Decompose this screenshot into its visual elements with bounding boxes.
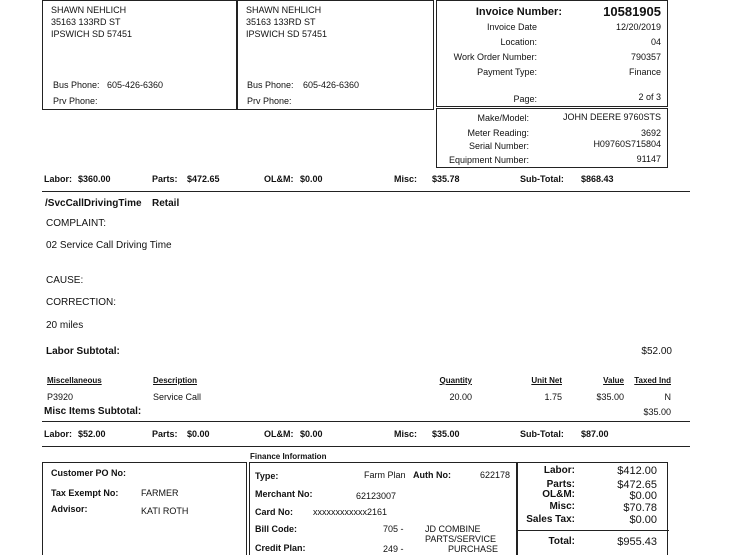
sum-total: $955.43	[617, 536, 657, 548]
totals-top-parts: $472.65	[187, 174, 220, 184]
bill-to-street: 35163 133RD ST	[51, 17, 121, 27]
meter-reading-label: Meter Reading:	[467, 128, 529, 138]
merchant-no-value: 62123007	[356, 491, 397, 501]
totals-top-parts-label: Parts:	[152, 174, 178, 184]
correction-text: 20 miles	[46, 320, 84, 331]
totals-top-misc: $35.78	[432, 174, 460, 184]
divider	[518, 530, 669, 531]
correction-label: CORRECTION:	[46, 297, 116, 308]
totals-top-misc-label: Misc:	[394, 174, 418, 184]
advisor-value: KATI ROTH	[141, 506, 189, 516]
sum-tax-label: Sales Tax:	[526, 514, 575, 525]
col-description: Description	[153, 376, 198, 385]
ship-to-street: 35163 133RD ST	[246, 17, 316, 27]
misc-subtotal-value: $35.00	[643, 407, 671, 417]
totals-top-labor: $360.00	[78, 174, 111, 184]
labor-subtotal-label: Labor Subtotal:	[46, 346, 120, 357]
sum-parts-label: Parts:	[546, 479, 575, 490]
tax-exempt-value: FARMER	[141, 488, 179, 498]
finance-box	[249, 462, 517, 555]
bill-to-name: SHAWN NEHLICH	[51, 5, 127, 15]
divider	[42, 421, 690, 422]
seg-olm: $0.00	[300, 429, 323, 439]
serial-number-value: H09760S715804	[593, 139, 661, 149]
seg-subtotal-label: Sub-Total:	[520, 429, 564, 439]
invoice-date-label: Invoice Date	[486, 22, 537, 32]
divider	[42, 191, 690, 192]
page-label: Page:	[513, 94, 537, 104]
serial-number-label: Serial Number:	[468, 141, 529, 151]
card-no-label: Card No:	[255, 507, 293, 517]
finance-title: Finance Information	[250, 452, 327, 461]
equipment-box	[436, 108, 668, 168]
col-miscellaneous: Miscellaneous	[47, 376, 102, 385]
sum-misc-label: Misc:	[549, 501, 575, 512]
bill-code-desc-2: PARTS/SERVICE	[425, 534, 497, 544]
merchant-no-label: Merchant No:	[255, 489, 313, 499]
totals-top-olm-label: OL&M:	[264, 174, 294, 184]
page-value: 2 of 3	[638, 92, 661, 102]
finance-type-label: Type:	[255, 471, 279, 481]
location-value: 04	[650, 37, 661, 47]
seg-misc: $35.00	[432, 429, 460, 439]
segment-title: /SvcCallDrivingTime	[45, 198, 142, 209]
invoice-number: 10581905	[603, 4, 661, 19]
credit-plan-label: Credit Plan:	[255, 543, 306, 553]
row-desc: Service Call	[153, 392, 202, 402]
customer-po-label: Customer PO No:	[51, 468, 127, 478]
invoice-number-label: Invoice Number:	[475, 6, 562, 18]
seg-subtotal: $87.00	[581, 429, 609, 439]
sum-labor: $412.00	[617, 465, 657, 477]
sum-total-label: Total:	[548, 536, 575, 547]
bill-to-bus-phone: 605-426-6360	[107, 80, 164, 90]
seg-labor-label: Labor:	[44, 429, 72, 439]
totals-segment-row	[0, 429, 740, 443]
bill-code-value: 705 -	[383, 524, 404, 534]
advisor-label: Advisor:	[51, 504, 88, 514]
seg-olm-label: OL&M:	[264, 429, 294, 439]
row-value: $35.00	[596, 392, 624, 402]
auth-no-value: 622178	[480, 470, 511, 480]
invoice-date: 12/20/2019	[615, 22, 661, 32]
col-taxed-ind: Taxed Ind	[634, 376, 671, 385]
sum-tax: $0.00	[629, 514, 657, 526]
ship-to-bus-phone: 605-426-6360	[303, 80, 360, 90]
totals-top-olm: $0.00	[300, 174, 323, 184]
row-taxed: N	[664, 392, 671, 402]
location-label: Location:	[500, 37, 537, 47]
tax-exempt-label: Tax Exempt No:	[51, 488, 119, 498]
col-value: Value	[603, 376, 624, 385]
bill-to-prv-phone-label: Prv Phone:	[53, 96, 98, 106]
labor-subtotal-value: $52.00	[641, 346, 672, 357]
sum-parts: $472.65	[617, 479, 657, 491]
seg-labor: $52.00	[78, 429, 106, 439]
totals-top-subtotal-label: Sub-Total:	[520, 174, 564, 184]
row-misc: P3920	[47, 392, 74, 402]
ship-to-prv-phone-label: Prv Phone:	[247, 96, 292, 106]
cause-label: CAUSE:	[46, 275, 84, 286]
ship-to-bus-phone-label: Bus Phone:	[247, 80, 294, 90]
totals-top-subtotal: $868.43	[581, 174, 614, 184]
complaint-label: COMPLAINT:	[46, 218, 107, 229]
sum-labor-label: Labor:	[543, 465, 575, 476]
col-unit-net: Unit Net	[531, 376, 562, 385]
bill-code-label: Bill Code:	[255, 524, 297, 534]
summary-box	[517, 462, 668, 555]
auth-no-label: Auth No:	[413, 470, 451, 480]
credit-plan-desc: PURCHASE	[448, 544, 499, 554]
seg-misc-label: Misc:	[394, 429, 418, 439]
sum-misc: $70.78	[623, 502, 657, 514]
row-qty: 20.00	[449, 392, 472, 402]
table-row	[0, 392, 740, 404]
make-model-label: Make/Model:	[477, 113, 529, 123]
sum-olm: $0.00	[629, 490, 657, 502]
ship-to-name: SHAWN NEHLICH	[246, 5, 322, 15]
work-order-label: Work Order Number:	[453, 52, 537, 62]
seg-parts-label: Parts:	[152, 429, 178, 439]
bill-to-box	[42, 0, 237, 110]
sum-olm-label: OL&M:	[542, 489, 575, 500]
col-quantity: Quantity	[439, 376, 472, 385]
row-unit: 1.75	[544, 392, 562, 402]
make-model-value: JOHN DEERE 9760STS	[562, 112, 661, 122]
bill-code-desc-1: JD COMBINE	[425, 524, 481, 534]
card-no-value: xxxxxxxxxxxx2161	[313, 507, 388, 517]
complaint-text: 02 Service Call Driving Time	[46, 240, 172, 251]
bill-to-bus-phone-label: Bus Phone:	[53, 80, 100, 90]
payment-type-label: Payment Type:	[477, 67, 537, 77]
finance-type-value: Farm Plan	[364, 470, 406, 480]
invoice-info-box	[436, 0, 668, 107]
work-order-value: 790357	[630, 52, 661, 62]
seg-parts: $0.00	[187, 429, 210, 439]
meter-reading-value: 3692	[640, 128, 661, 138]
bill-to-city: IPSWICH SD 57451	[51, 29, 133, 39]
totals-top-row	[0, 174, 740, 188]
payment-type-value: Finance	[628, 67, 661, 77]
totals-top-labor-label: Labor:	[44, 174, 72, 184]
ship-to-box	[237, 0, 434, 110]
segment-type: Retail	[152, 198, 180, 209]
equipment-number-label: Equipment Number:	[448, 155, 529, 165]
customer-box	[42, 462, 247, 555]
credit-plan-value: 249 -	[383, 544, 404, 554]
divider	[42, 446, 690, 447]
ship-to-city: IPSWICH SD 57451	[246, 29, 328, 39]
misc-subtotal-label: Misc Items Subtotal:	[44, 406, 142, 417]
equipment-number-value: 91147	[636, 154, 661, 164]
